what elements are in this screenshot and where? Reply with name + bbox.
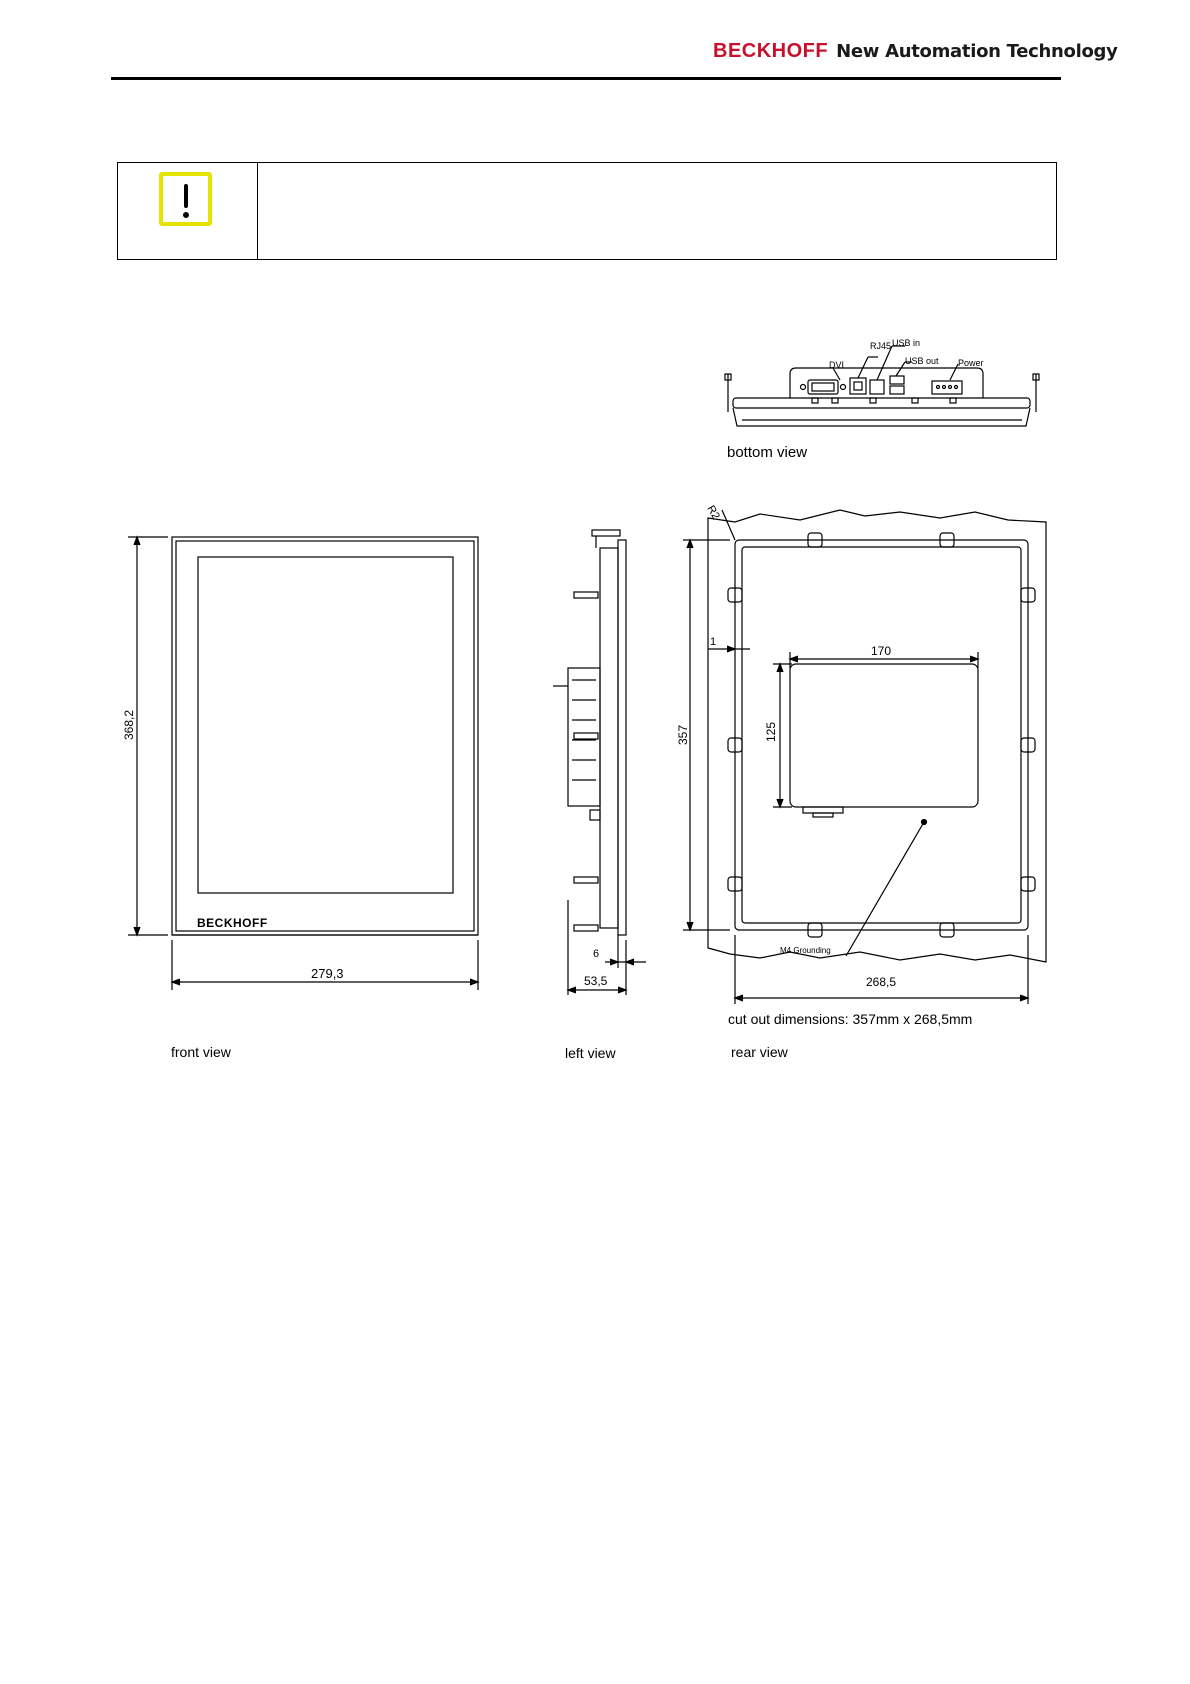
left-view-drawing [553, 530, 646, 995]
dim-front-width: 279,3 [311, 966, 344, 981]
dim-box-width: 170 [871, 644, 892, 658]
caption-front-view: front view [171, 1044, 231, 1060]
brand-tagline: New Automation Technology [836, 41, 1118, 62]
dim-front-height: 368,2 [122, 709, 136, 740]
brand-logo: BECKHOFF [713, 40, 829, 62]
label-rj45: RJ45 [870, 341, 892, 351]
caption-rear-view: rear view [731, 1044, 788, 1060]
dim-rear-offset: 1 [710, 636, 717, 648]
label-power: Power [958, 358, 984, 368]
caption-bottom-view: bottom view [727, 444, 808, 461]
dim-box-height: 125 [764, 721, 778, 742]
front-view-drawing [128, 537, 478, 990]
caption-left-view: left view [565, 1045, 616, 1061]
cutout-dimensions-note: cut out dimensions: 357mm x 268,5mm [728, 1011, 973, 1027]
label-dvi: DVI [829, 360, 845, 370]
front-panel-logo: BECKHOFF [197, 916, 268, 930]
label-radius: R2 [704, 503, 722, 522]
rear-view-drawing [683, 510, 1046, 1004]
label-m4-grounding: M4 Grounding [780, 946, 831, 955]
label-usb-out: USB out [905, 356, 939, 366]
dim-rear-height: 357 [676, 724, 690, 745]
dim-left-depth: 53,5 [584, 974, 608, 988]
bottom-view-drawing [725, 346, 1039, 426]
dim-left-bezel: 6 [593, 948, 600, 960]
label-usb-in: USB in [892, 338, 921, 348]
dim-rear-width: 268,5 [866, 975, 897, 989]
